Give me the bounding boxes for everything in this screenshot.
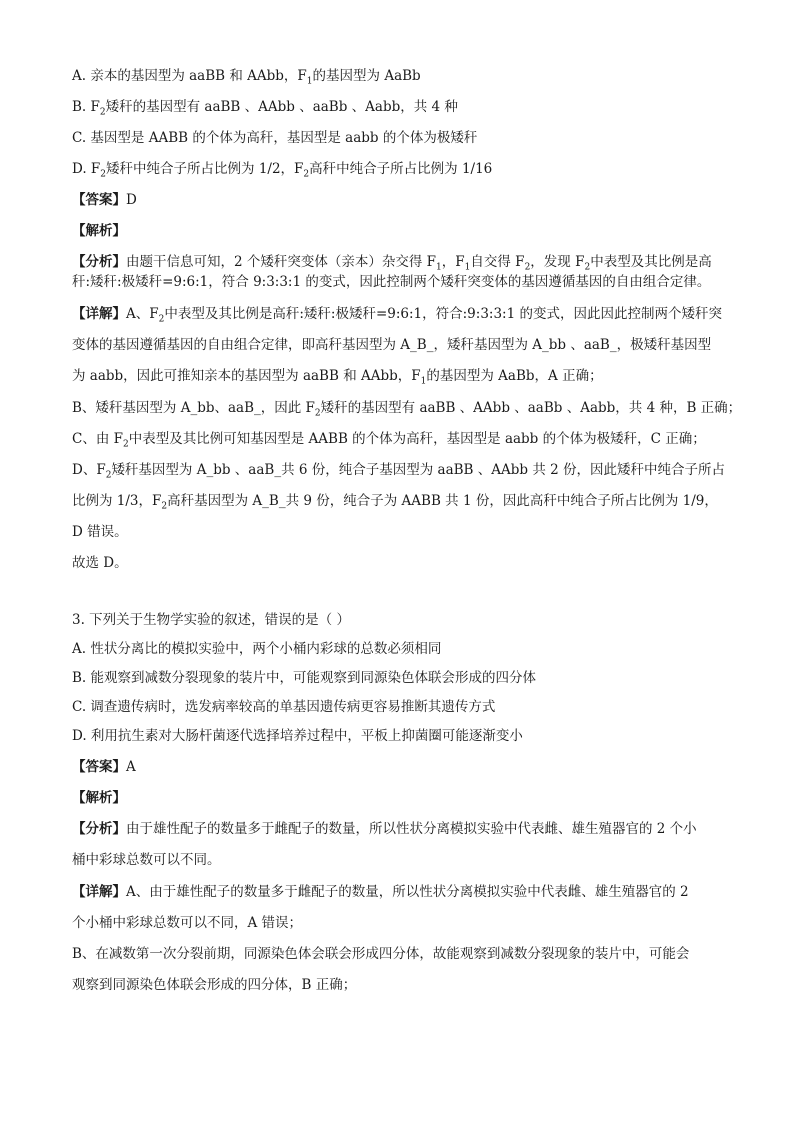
page-content bbox=[72, 66, 742, 1006]
q3-fenxi-line-1: 【分析】由于雄性配子的数量多于雌配子的数量，所以性状分离模拟实验中代表雌、雄生殖器官的 2 个小 bbox=[72, 821, 697, 837]
q2-xiangjie-line-3: 为 aabb，因此可推知亲本的基因型为 aaBB 和 AAbb，$F_1$的基因型为 AaBb，A 正确； bbox=[72, 368, 603, 387]
q2-xiangjie-line-1: 【详解】A、$F_2$中表型及其比例是高秆:矮秆:极矮秆=9:6:1，符合:9:3:3:1 的变式，因此因此控制两个矮秆突 bbox=[72, 306, 722, 325]
q3-xiangjie-a-line-2: 个小桶中彩球总数可以不同，A 错误； bbox=[72, 915, 303, 931]
q3-option-b: B. 能观察到减数分裂现象的装片中，可能观察到同源染色体联会形成的四分体 bbox=[72, 670, 537, 686]
q3-xiangjie-a-line-1: 【详解】A、由于雄性配子的数量多于雌配子的数量，所以性状分离模拟实验中代表雌、雄生殖器官的 2 bbox=[72, 884, 689, 900]
q3-fenxi-line-2: 桶中彩球总数可以不同。 bbox=[72, 852, 221, 868]
q2-fenxi-line-1: 【分析】由题干信息可知，2 个矮秆突变体（亲本）杂交得 $F_1$，$F_1$自交得 $F_2$，发现 $F_2$中表型及其比例是高 bbox=[72, 254, 712, 273]
q3-xiangjie-b-line-2: 观察到同源染色体联会形成的四分体，B 正确； bbox=[72, 977, 357, 993]
q2-analysis-heading bbox=[72, 221, 722, 241]
q3-stem: 3. 下列关于生物学实验的叙述，错误的是（ ） bbox=[72, 612, 350, 628]
q3-xiangjie-b-line-1: B、在减数第一次分裂前期，同源染色体会联会形成四分体，故能观察到减数分裂现象的装片中，可能会 bbox=[72, 946, 690, 962]
q2-option-a: A. 亲本的基因型为 aaBB 和 AAbb，$F_1$的基因型为 AaBb bbox=[72, 68, 421, 87]
q2-xiangjie-line-2: 变体的基因遵循基因的自由组合定律，即高秆基因型为 A_B_，矮秆基因型为 A_bb 、aaB_，极矮秆基因型 bbox=[72, 337, 712, 353]
q3-answer bbox=[72, 757, 722, 777]
q2-conclusion: 故选 D。 bbox=[72, 555, 128, 571]
q2-xiangjie-d-line-3: D 错误。 bbox=[72, 524, 128, 540]
q3-option-d: D. 利用抗生素对大肠杆菌逐代选择培养过程中，平板上抑菌圈可能逐渐变小 bbox=[72, 728, 523, 744]
q3-analysis-heading bbox=[72, 788, 722, 808]
q2-xiangjie-b: B、矮秆基因型为 A_bb、aaB_，因此 $F_2$矮秆的基因型有 aaBB 、AAbb 、aaBb 、Aabb，共 4 种，B 正确； bbox=[72, 400, 742, 419]
q3-option-c: C. 调查遗传病时，选发病率较高的单基因遗传病更容易推断其遗传方式 bbox=[72, 699, 496, 715]
q2-option-b: B. $F_2$矮秆的基因型有 aaBB 、AAbb 、aaBb 、Aabb，共 4 种 bbox=[72, 99, 458, 118]
q2-option-d: D. $F_2$矮秆中纯合子所占比例为 1/2，$F_2$高秆中纯合子所占比例为 1/16 bbox=[72, 161, 493, 180]
answer-value: A bbox=[126, 759, 136, 775]
answer-value: D bbox=[126, 192, 137, 208]
q3-option-a: A. 性状分离比的模拟实验中，两个小桶内彩球的总数必须相同 bbox=[72, 641, 442, 657]
q2-answer bbox=[72, 190, 722, 210]
answer-tag: 【答案】 bbox=[72, 192, 126, 208]
answer-tag: 【答案】 bbox=[72, 759, 126, 775]
analysis-tag: 【解析】 bbox=[72, 223, 126, 239]
q2-option-c: C. 基因型是 AABB 的个体为高秆，基因型是 aabb 的个体为极矮秆 bbox=[72, 130, 478, 146]
analysis-tag: 【解析】 bbox=[72, 790, 126, 806]
xiangjie-tag: 【详解】 bbox=[72, 306, 126, 322]
question-gap bbox=[72, 584, 722, 610]
q2-xiangjie-d-line-2: 比例为 1/3，$F_2$高秆基因型为 A_B_共 9 份，纯合子为 AABB 共 1 份，因此高秆中纯合子所占比例为 1/9， bbox=[72, 493, 718, 512]
xiangjie-tag: 【详解】 bbox=[72, 884, 126, 900]
q2-fenxi-line-2: 秆:矮秆:极矮秆=9:6:1，符合 9:3:3:1 的变式，因此控制两个矮秆突变体的基因遵循基因的自由组合定律。 bbox=[72, 274, 711, 290]
fenxi-tag: 【分析】 bbox=[72, 254, 126, 270]
fenxi-tag: 【分析】 bbox=[72, 821, 126, 837]
q2-xiangjie-c: C、由 $F_2$中表型及其比例可知基因型是 AABB 的个体为高秆，基因型是 aabb 的个体为极矮秆，C 正确； bbox=[72, 431, 706, 450]
q2-xiangjie-d-line-1: D、$F_2$矮秆基因型为 A_bb 、aaB_共 6 份，纯合子基因型为 aaBB 、AAbb 共 2 份，因此矮秆中纯合子所占 bbox=[72, 462, 726, 481]
